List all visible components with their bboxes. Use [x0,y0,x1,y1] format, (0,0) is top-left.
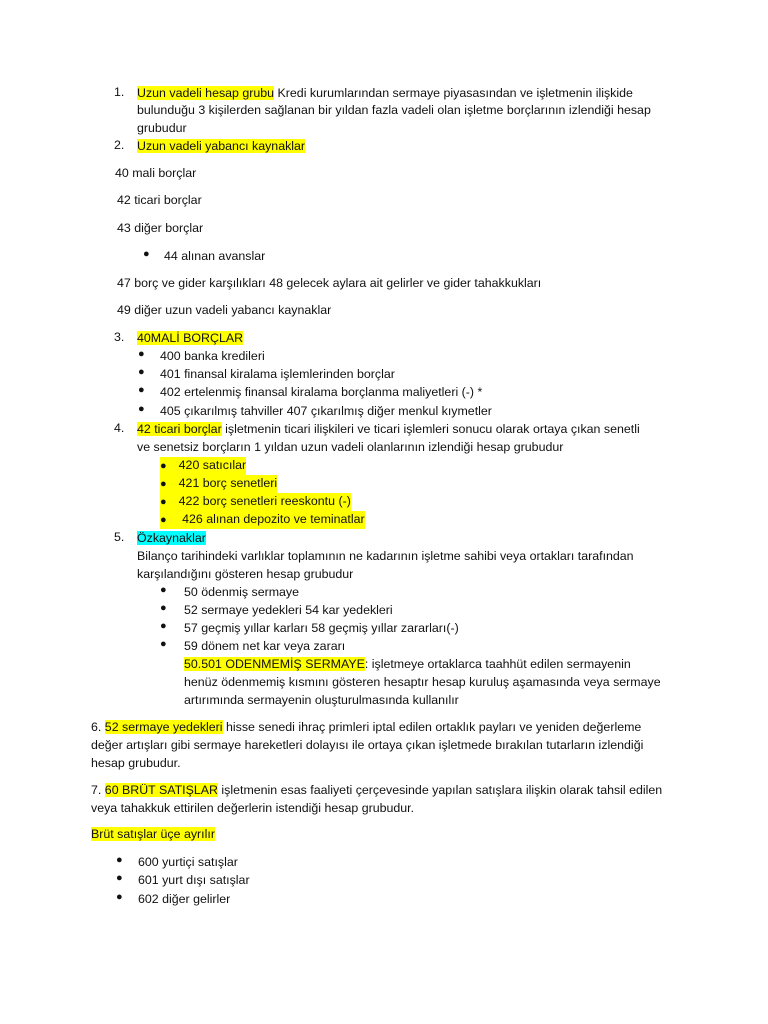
item-5-bullet-3: 57 geçmiş yıllar karları 58 geçmiş yıllar zararları(-) [184,621,459,635]
bullet-dot: ● [138,384,145,396]
bullet-dot: ● [160,496,167,508]
item-1-line-1 [137,85,633,102]
item-3-bullet-4: 405 çıkarılmış tahviller 407 çıkarılmış diğer menkul kıymetler [160,404,492,418]
item-6-highlight: 52 sermaye yedekleri [104,720,223,734]
item-5-bullet-2: 52 sermaye yedekleri 54 kar yedekleri [184,603,393,617]
item-6-line-2: değer artışları gibi sermaye hareketleri dolayısı ile ortaya çıkan işletmede bırakılan tutarların izlendiği [91,738,644,752]
item-5-bullet-4: 59 dönem net kar veya zararı [184,639,346,653]
item-1-text-1: Kredi kurumlarından sermaye piyasasından ve işletmenin ilişkide [274,86,633,100]
item-3-bullet-1: 400 banka kredileri [160,349,265,363]
item-5-sub-text-1: : işletmeye ortaklarca taahhüt edilen sermayenin [364,657,631,671]
item-2-highlight: Uzun vadeli yabancı kaynaklar [137,139,306,153]
item-7-line-1 [91,782,662,799]
bullet-dot: ● [160,620,167,632]
brut-heading: Brüt satışlar üçe ayrılır [91,827,215,841]
item-7-number: 7. [91,783,102,797]
item-5-sub-line-2: henüz ödenmemiş kısmını gösteren hesaptır hesap kuruluş aşamasında veya sermaye [184,675,661,689]
item-3-number: 3. [114,330,125,344]
item-6-line-1 [91,719,641,736]
item-5-sub-line-3: artırımında sermayenin oluşturulmasında kullanılır [184,693,459,707]
item-4-bullet-4-row [160,511,365,529]
item-3-line [137,330,243,347]
item-2-line [137,138,305,155]
item-1-number: 1. [114,85,125,99]
item-4-bullet-2-row [160,475,277,493]
bullet-dot: ● [160,460,167,472]
bullet-dot: ● [138,366,145,378]
bullet-dot: ● [160,514,167,526]
item-2-number: 2. [114,138,125,152]
item-7-highlight: 60 BRÜT SATIŞLAR [104,783,218,797]
account-43: 43 diğer borçlar [117,221,204,235]
item-5-sub-highlight: 50.501 ODENMEMİŞ SERMAYE [184,657,365,671]
item-4-bullet-3: 422 borç senetleri reeskontu (-) [178,494,351,508]
bullet-dot: ● [138,348,145,360]
bullet-dot: ● [160,602,167,614]
item-1-highlight: Uzun vadeli hesap grubu [137,86,275,100]
item-4-bullet-3-row [160,493,351,511]
item-4-text-1: işletmenin ticari ilişkileri ve ticari işlemleri sonucu olarak ortaya çıkan senetli [221,422,640,436]
brut-bullet-1: 600 yurtiçi satışlar [138,855,238,869]
item-4-line-2: ve senetsiz borçların 1 yıldan uzun vadeli olanlarının izlendiği hesap grubudur [137,440,564,454]
item-4-bullet-1: 420 satıcılar [178,458,247,472]
item-5-line [137,530,206,547]
item-4-line-1 [137,421,640,438]
brut-bullet-2: 601 yurt dışı satışlar [138,873,250,887]
item-3-bullet-3: 402 ertelenmiş finansal kiralama borçlanma maliyetleri (-) * [160,385,483,399]
item-5-highlight: Özkaynaklar [137,531,206,545]
bullet-dot: ● [116,891,123,903]
item-5-text-1: Bilanço tarihindeki varlıklar toplamının ne kadarının işletme sahibi veya ortakları tarafından [137,549,634,563]
brut-heading-line [91,826,215,843]
account-49: 49 diğer uzun vadeli yabancı kaynaklar [117,303,332,317]
brut-bullet-3: 602 diğer gelirler [138,892,231,906]
bullet-dot: ● [116,872,123,884]
item-5-bullet-1: 50 ödenmiş sermaye [184,585,300,599]
bullet-dot: ● [143,248,150,260]
bullet-dot: ● [160,584,167,596]
item-4-bullet-2: 421 borç senetleri [178,476,278,490]
account-42: 42 ticari borçlar [117,193,202,207]
item-5-text-2: karşılandığını gösteren hesap grubudur [137,567,354,581]
item-3-bullet-2: 401 finansal kiralama işlemlerinden borçlar [160,367,395,381]
bullet-dot: ● [160,478,167,490]
item-3-highlight: 40MALİ BORÇLAR [137,331,244,345]
bullet-dot: ● [138,403,145,415]
item-5-sub-line-1 [184,656,631,673]
item-4-highlight: 42 ticari borçlar [137,422,222,436]
account-40: 40 mali borçlar [115,166,197,180]
item-4-bullet-4: 426 alınan depozito ve teminatlar [178,512,365,526]
item-4-number: 4. [114,421,125,435]
bullet-dot: ● [116,854,123,866]
item-7-text-1: işletmenin esas faaliyeti çerçevesinde yapılan satışlara ilişkin olarak tahsil edilen [217,783,663,797]
item-7-line-2: veya tahakkuk ettirilen değerlerin istendiği hesap grubudur. [91,801,415,815]
item-1-line-3: grubudur [137,121,187,135]
account-44: 44 alınan avanslar [164,249,266,263]
item-6-number: 6. [91,720,102,734]
item-6-text-1: hisse senedi ihraç primleri iptal edilen ortaklık payları ve yeniden değerleme [222,720,642,734]
item-6-line-3: hesap grubudur. [91,756,181,770]
account-47-48: 47 borç ve gider karşılıkları 48 gelecek aylara ait gelirler ve gider tahakkukları [117,276,542,290]
item-5-number: 5. [114,530,125,544]
bullet-dot: ● [160,638,167,650]
item-4-bullet-1-row [160,457,246,475]
item-1-line-2: bulunduğu 3 kişilerden sağlanan bir yıldan fazla vadeli olan işletme borçlarının izlendiği hesap [137,103,651,117]
